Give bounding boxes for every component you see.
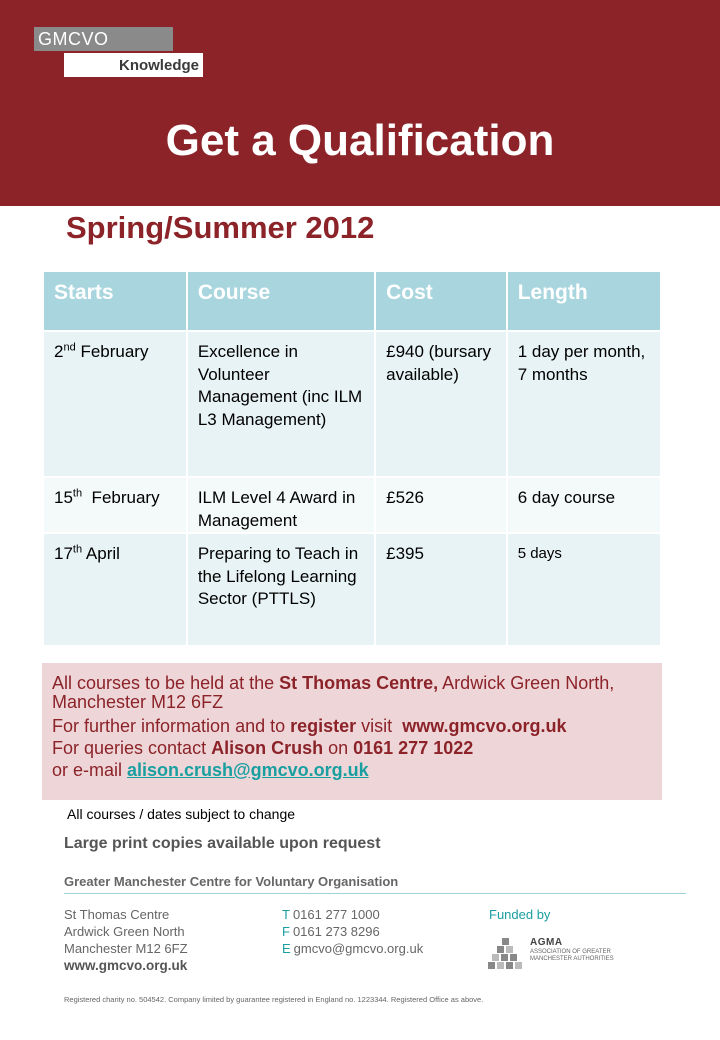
fax-number: 0161 273 8296 — [292, 924, 380, 939]
email-link[interactable]: alison.crush@gmcvo.org.uk — [127, 760, 369, 780]
footer-website[interactable]: www.gmcvo.org.uk — [64, 958, 188, 973]
postal-address — [64, 906, 188, 974]
course-cell: Preparing to Teach in the Lifelong Learning Sector (PTTLS) — [187, 533, 375, 646]
contact-line — [52, 737, 652, 759]
footer-email[interactable]: gmcvo@gmcvo.org.uk — [293, 941, 424, 956]
email-contact-line — [282, 940, 423, 957]
contact-prefix: For queries contact — [52, 738, 212, 758]
column-header-length: Length — [507, 271, 661, 331]
fax-line — [282, 923, 423, 940]
contact-details — [282, 906, 423, 957]
table-row — [43, 533, 661, 646]
start-date-cell — [43, 533, 187, 646]
course-cell: Excellence in Volunteer Management (inc ILM L3 Management) — [187, 331, 375, 477]
cost-cell: £395 — [375, 533, 507, 646]
page-title: Get a Qualification — [165, 116, 555, 165]
length-cell: 6 day course — [507, 477, 661, 533]
phone-line — [282, 906, 423, 923]
start-day: 17 — [54, 544, 73, 563]
funded-by-label: Funded by — [489, 907, 551, 922]
cost-cell: £526 — [375, 477, 507, 533]
venue-line — [52, 674, 652, 712]
organisation-name: Greater Manchester Centre for Voluntary Organisation — [64, 874, 399, 889]
cost-cell: £940 (bursary available) — [375, 331, 507, 477]
start-month: February — [82, 488, 160, 507]
contact-mid: on — [323, 738, 354, 758]
email-prefix: or e-mail — [52, 760, 128, 780]
fax-label: F — [282, 924, 290, 939]
large-print-note: Large print copies available upon request — [64, 835, 381, 852]
venue-name: St Thomas Centre, — [279, 673, 439, 693]
start-month: February — [75, 342, 149, 361]
register-prefix: For further information and to — [52, 716, 291, 736]
footer-divider — [64, 893, 686, 894]
table-header-row — [43, 271, 661, 331]
length-cell: 1 day per month, 7 months — [507, 331, 661, 477]
ordinal-suffix: th — [72, 543, 83, 556]
start-day: 2 — [54, 342, 64, 361]
phone-number: 0161 277 1000 — [292, 907, 380, 922]
table-row — [43, 477, 661, 533]
agma-title: AGMA — [530, 937, 563, 948]
column-header-course: Course — [187, 271, 375, 331]
course-cell: ILM Level 4 Award in Management — [187, 477, 375, 533]
registered-charity-notice: Registered charity no. 504542. Company limited by guarantee registered in England no. 1223344. Registered Office as above. — [64, 995, 484, 1004]
course-table — [42, 270, 662, 647]
season-subtitle: Spring/Summer 2012 — [66, 210, 375, 245]
register-mid: visit — [356, 716, 403, 736]
venue-prefix: All courses to be held at the — [52, 673, 280, 693]
start-month: April — [82, 544, 120, 563]
register-line — [52, 715, 652, 737]
venue-address: Ardwick Green North, Manchester M12 6FZ — [52, 673, 615, 712]
info-box — [42, 663, 662, 800]
column-header-cost: Cost — [375, 271, 507, 331]
address-line: Ardwick Green North — [64, 924, 185, 939]
website-link[interactable]: www.gmcvo.org.uk — [402, 716, 567, 736]
contact-phone: 0161 277 1022 — [353, 738, 474, 758]
ordinal-suffix: th — [72, 487, 83, 500]
header-banner — [0, 0, 720, 206]
address-line: St Thomas Centre — [64, 907, 170, 922]
email-label: E — [282, 941, 291, 956]
agma-logo-icon — [488, 936, 526, 972]
start-day: 15 — [54, 488, 73, 507]
email-line — [52, 759, 652, 781]
disclaimer: All courses / dates subject to change — [67, 806, 296, 822]
logo-knowledge: Knowledge — [64, 53, 203, 77]
agma-subtitle: ASSOCIATION OF GREATER MANCHESTER AUTHORITIES — [530, 949, 614, 962]
register-word: register — [290, 716, 357, 736]
table-row — [43, 331, 661, 477]
column-header-starts: Starts — [43, 271, 187, 331]
start-date-cell — [43, 477, 187, 533]
contact-name: Alison Crush — [211, 738, 324, 758]
phone-label: T — [282, 907, 290, 922]
length-cell: 5 days — [507, 533, 661, 646]
address-line: Manchester M12 6FZ — [64, 941, 188, 956]
start-date-cell — [43, 331, 187, 477]
logo-gmcvo: GMCVO — [34, 27, 173, 51]
ordinal-suffix: nd — [63, 341, 76, 354]
